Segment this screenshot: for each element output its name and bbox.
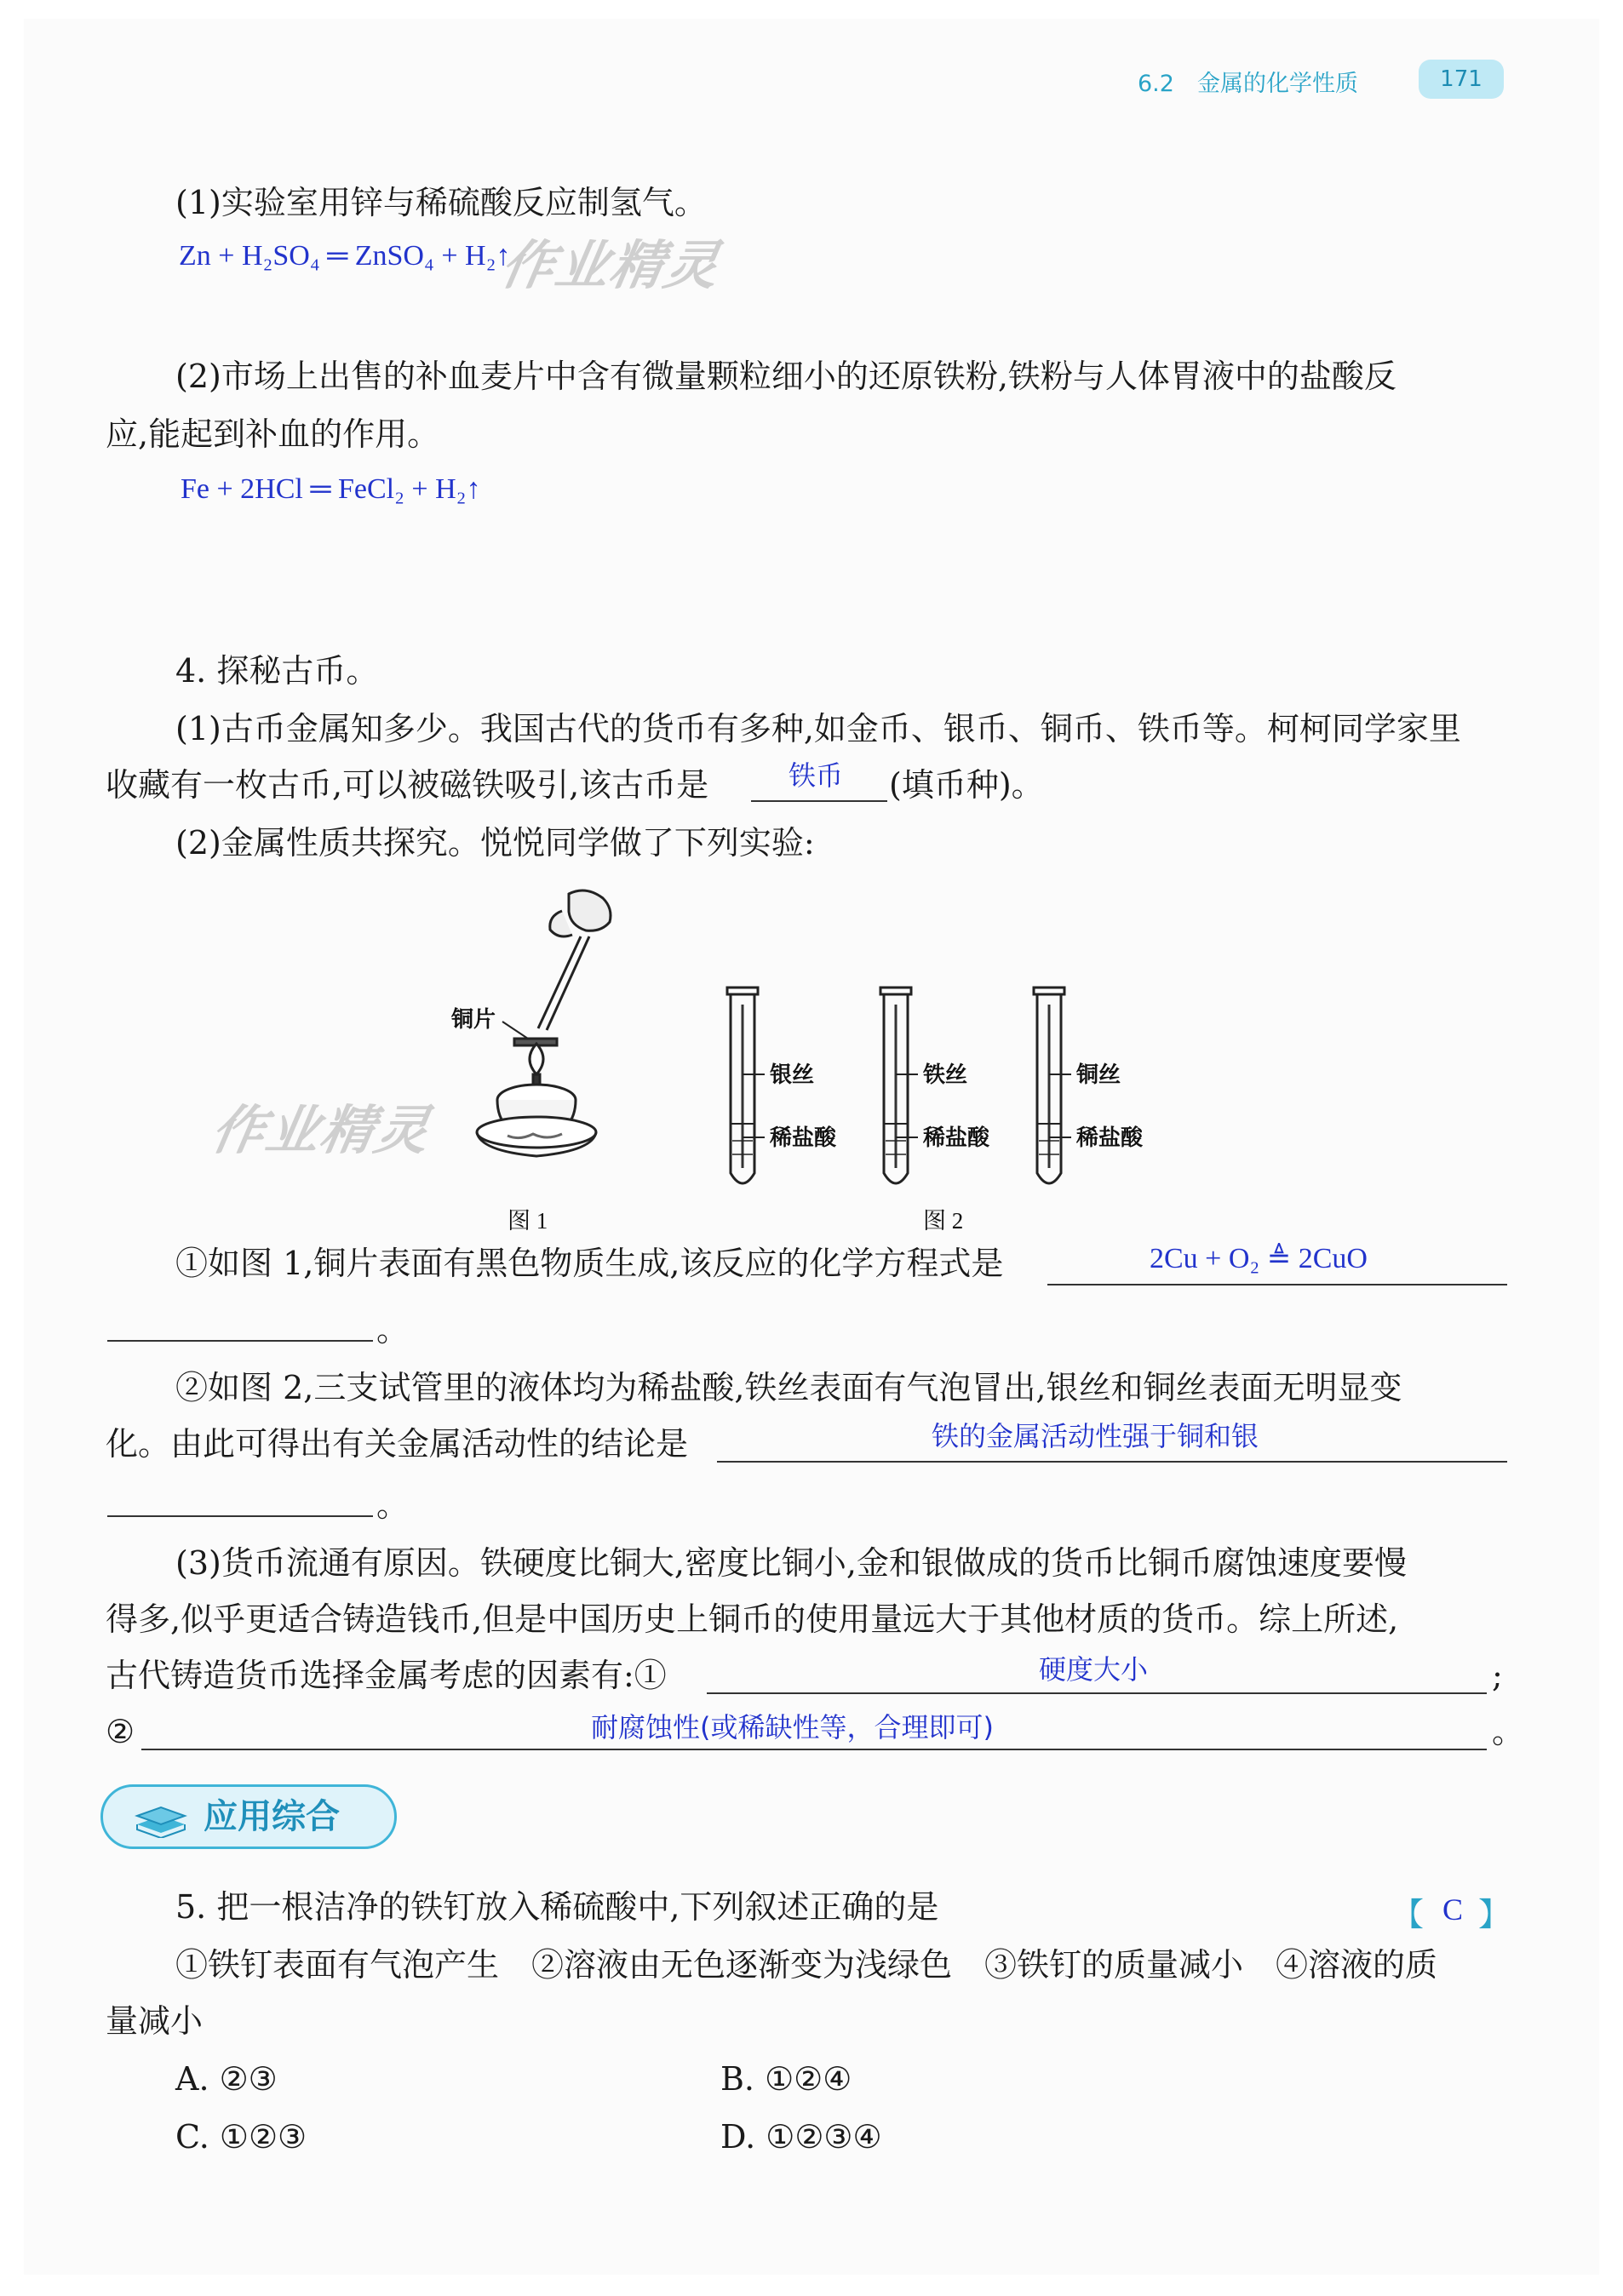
figure2-label-acid-3: 稀盐酸 [1076,1125,1144,1151]
figure2-label-iron: 铁丝 [923,1062,968,1088]
q4-part3-line2: 得多,似乎更适合铸造钱币,但是中国历史上铜币的使用量远大于其他材质的货币。综上所述, [106,1600,1399,1638]
q4-part3-answer2: 耐腐蚀性(或稀缺性等，合理即可) [591,1711,994,1743]
q4-s2-line2-pre: 化。由此可得出有关金属活动性的结论是 [106,1425,689,1463]
q3-part1-text: (1)实验室用锌与稀硫酸反应制氢气。 [175,184,707,221]
figure2-test-tube-2 [880,988,911,1183]
figure2-label-silver: 银丝 [770,1062,815,1088]
header-section-title: 6.2 金属的化学性质 [1138,71,1358,97]
experiment-figures [443,877,1209,1243]
q4-s2-blank [717,1461,1507,1463]
q3-part2-line2: 应,能起到补血的作用。 [106,415,440,453]
figure2-test-tube-1 [727,988,758,1183]
figure2-label-acid-2: 稀盐酸 [923,1125,990,1151]
q4-s1-blank-continued [107,1340,373,1342]
q4-part3-blank2 [141,1749,1487,1750]
watermark: 作业精灵 [496,234,725,296]
q4-s2-line1: ②如图 2,三支试管里的液体均为稀盐酸,铁丝表面有气泡冒出,银丝和铜丝表面无明显变 [175,1369,1402,1406]
q5-option-a[interactable]: A. ②③ [175,2060,278,2098]
q5-bracket-close: 】 [1478,1896,1511,1933]
q4-part3-line3-pre: 古代铸造货币选择金属考虑的因素有:① [106,1657,667,1694]
q4-part3-line1: (3)货币流通有原因。铁硬度比铜大,密度比铜小,金和银做成的货币比铜币腐蚀速度要慢 [175,1544,1407,1582]
q5-option-c[interactable]: C. ①②③ [175,2118,307,2156]
section-heading-pill [100,1784,397,1849]
q4-part1-answer: 铁币 [789,759,844,792]
q4-title: 4. 探秘古币。 [175,652,379,690]
figure2-test-tube-3 [1034,988,1064,1183]
figure1-alcohol-lamp-setup [477,890,611,1156]
q4-part1-line2-post: (填币种)。 [889,766,1044,804]
q3-part1-answer: Zn + H₂SO₄ ═ ZnSO₄ + H₂↑ [179,240,511,272]
q5-bracket-open: 【 [1391,1896,1425,1933]
q4-s1-text: ①如图 1,铜片表面有黑色物质生成,该反应的化学方程式是 [175,1245,1004,1282]
figure1-label-copper: 铜片 [451,1007,496,1033]
q4-part3-semicolon: ; [1492,1657,1503,1694]
figure1-caption: 图 1 [508,1208,548,1234]
q4-part2-text: (2)金属性质共探究。悦悦同学做了下列实验: [175,824,815,862]
q4-part1-blank [751,800,887,802]
figure1-label-leader [502,1022,528,1039]
q4-part3-blank1 [707,1692,1487,1694]
q4-part3-answer1: 硬度大小 [1039,1653,1149,1686]
q4-s1-answer: 2Cu + O₂ ≜ 2CuO [1150,1243,1368,1274]
q4-part1-line1: (1)古币金属知多少。我国古代的货币有多种,如金币、银币、铜币、铁币等。柯柯同学家里 [175,710,1461,747]
figure2-caption: 图 2 [923,1208,964,1234]
q4-s2-blank-continued [107,1515,373,1517]
q5-title: 5. 把一根洁净的铁钉放入稀硫酸中,下列叙述正确的是 [175,1888,939,1926]
watermark-2: 作业精灵 [206,1099,436,1161]
q5-statements-line1: ①铁钉表面有气泡产生 ②溶液由无色逐渐变为浅绿色 ③铁钉的质量减小 ④溶液的质 [175,1946,1438,1984]
q4-part3-period: 。 [1492,1713,1525,1750]
q4-s2-period: 。 [376,1486,410,1524]
q5-option-d[interactable]: D. ①②③④ [720,2118,882,2156]
figure2-label-copper: 铜丝 [1076,1062,1121,1088]
figure2-label-acid-1: 稀盐酸 [770,1125,837,1151]
q3-part2-line1: (2)市场上出售的补血麦片中含有微量颗粒细小的还原铁粉,铁粉与人体胃液中的盐酸反 [175,358,1396,395]
q4-part1-line2-pre: 收藏有一枚古币,可以被磁铁吸引,该古币是 [106,766,709,804]
q4-part3-line4-pre: ② [106,1713,135,1750]
stack-of-books-icon [134,1799,188,1838]
q5-statements-line2: 量减小 [106,2002,204,2040]
q5-option-b[interactable]: B. ①②④ [720,2060,852,2098]
page-number-badge: 171 [1419,60,1504,99]
q4-s1-blank [1047,1284,1507,1285]
q3-part2-answer: Fe + 2HCl ═ FeCl₂ + H₂↑ [181,473,481,505]
q4-s1-period: 。 [376,1311,410,1348]
q4-s2-answer: 铁的金属活动性强于铜和银 [932,1420,1259,1452]
section-heading-label: 应用综合 [204,1797,340,1836]
q5-answer: C [1442,1892,1464,1927]
